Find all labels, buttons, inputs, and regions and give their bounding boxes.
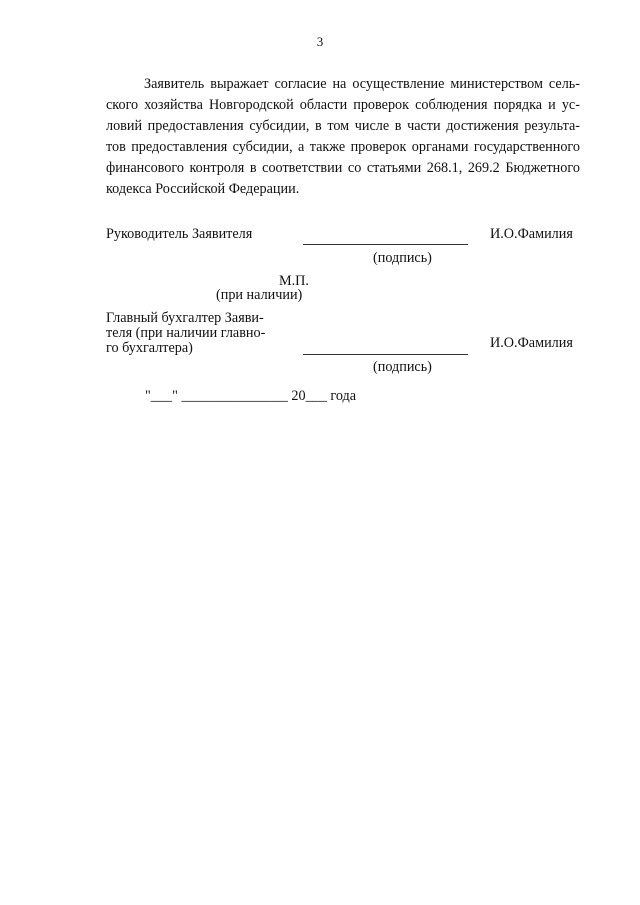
stamp-label: М.П. [279, 273, 309, 289]
paragraph-word: соблюдения [415, 97, 488, 113]
paragraph-word: проверок [350, 139, 407, 155]
paragraph-word: со [347, 160, 362, 176]
paragraph-word: области [299, 97, 348, 113]
paragraph-word: Бюджетного [505, 160, 580, 176]
paragraph-word: Новгородской [208, 97, 294, 113]
accountant-name: И.О.Фамилия [490, 335, 573, 351]
date-month-blank: _______________ [181, 388, 288, 404]
page-number: 3 [316, 34, 324, 49]
accountant-signature-caption: (подпись) [373, 359, 432, 375]
paragraph-word: ского [106, 97, 139, 113]
date-year-prefix: 20 [291, 388, 306, 404]
paragraph-word: достижения [446, 118, 519, 134]
paragraph-word: ус- [561, 97, 580, 113]
accountant-label [106, 311, 286, 356]
consent-paragraph [106, 74, 580, 200]
head-label: Руководитель Заявителя [106, 226, 253, 242]
paragraph-line: кодекса Российской Федерации. [106, 181, 300, 197]
paragraph-word: том [327, 118, 350, 134]
paragraph-word: а [298, 139, 305, 155]
date-suffix: года [330, 388, 357, 404]
paragraph-word: 268.1, [426, 160, 463, 176]
paragraph-word: на [332, 76, 347, 92]
paragraph-word: государственного [473, 139, 580, 155]
paragraph-word: министерством [450, 76, 543, 92]
paragraph-word: 269.2 [467, 160, 500, 176]
head-signature-caption: (подпись) [373, 250, 432, 266]
paragraph-word: осуществление [352, 76, 445, 92]
paragraph-word: в [315, 118, 322, 134]
stamp-note: (при наличии) [216, 287, 303, 303]
accountant-label-line: Главный бухгалтер Заяви- [106, 310, 264, 326]
paragraph-word: субсидии, [249, 118, 310, 134]
paragraph-word: и [548, 97, 556, 113]
paragraph-word: тов [106, 139, 126, 155]
paragraph-word: проверок [353, 97, 410, 113]
paragraph-word: результа- [524, 118, 580, 134]
paragraph-word: предоставления [131, 139, 228, 155]
date-open-quote: " [145, 388, 151, 404]
paragraph-word: сель- [548, 76, 580, 92]
paragraph-line [106, 74, 580, 95]
paragraph-word: в [249, 160, 257, 176]
paragraph-word: части [407, 118, 441, 134]
paragraph-word: соответствии [262, 160, 343, 176]
head-signature-line [303, 244, 468, 245]
paragraph-word: хозяйства [144, 97, 203, 113]
date-close-quote: " [172, 388, 178, 404]
paragraph-word: согласие [274, 76, 327, 92]
accountant-label-line: теля (при наличии главно- [106, 325, 266, 341]
paragraph-word: предоставления [147, 118, 244, 134]
paragraph-word: Заявитель [144, 76, 205, 92]
paragraph-word: порядка [493, 97, 543, 113]
paragraph-word: финансового [106, 160, 184, 176]
date-year-blank: ___ [305, 388, 327, 404]
paragraph-line [106, 137, 580, 158]
paragraph-word: также [309, 139, 346, 155]
paragraph-word: органами [411, 139, 469, 155]
paragraph-word: числе [354, 118, 390, 134]
paragraph-line [106, 95, 580, 116]
accountant-label-line: го бухгалтера) [106, 340, 193, 356]
paragraph-word: статьями [366, 160, 422, 176]
paragraph-word: в [394, 118, 402, 134]
paragraph-word: контроля [189, 160, 245, 176]
date-line [145, 388, 356, 405]
paragraph-line [106, 116, 580, 137]
accountant-signature-line [303, 354, 468, 355]
head-name: И.О.Фамилия [490, 226, 573, 242]
paragraph-line [106, 158, 580, 179]
paragraph-word: ловий [106, 118, 143, 134]
paragraph-word: выражает [210, 76, 269, 92]
paragraph-word: субсидии, [232, 139, 293, 155]
date-day-blank: ___ [150, 388, 173, 404]
